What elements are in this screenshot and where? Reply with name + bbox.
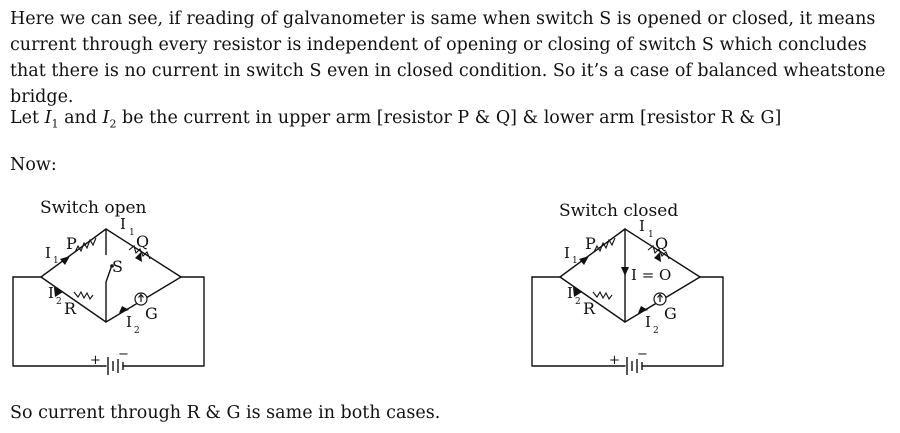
label-i1-top: I [639,217,645,235]
definition-paragraph [10,105,781,138]
let-prefix: Let [10,108,45,128]
label-i2-bottom: I [645,313,651,331]
label-q: Q [136,232,150,251]
label-r: R [64,299,77,318]
label-i2-bottom-subscript: 2 [134,326,140,336]
label-i1-left-subscript: 1 [53,256,59,266]
label-i2-left: I [567,284,573,302]
label-i1-top: I [120,215,126,233]
switch-open-circuit-diagram [8,192,228,388]
now-label: Now: [10,155,57,175]
label-i1-top-subscript: 1 [648,230,654,240]
current-i2: I [102,108,110,128]
label-q: Q [655,234,669,253]
battery-plus-label: + [609,353,620,368]
and-text: and [58,108,103,128]
label-g: G [145,304,158,323]
label-i1-top-subscript: 1 [129,228,135,238]
resistor-r-icon [593,292,612,299]
label-s: S [112,257,123,276]
battery-minus-label: − [637,347,648,362]
label-p: P [66,234,77,253]
current-i1: I [44,108,52,128]
resistor-r-icon [74,292,93,299]
let-suffix: be the current in upper arm [resistor P & Q] & lower arm [resistor R & G] [116,108,782,128]
label-i2-left: I [48,284,54,302]
label-i2-bottom: I [126,313,132,331]
label-p: P [585,234,596,253]
current-i2-subscript: 2 [109,117,117,131]
switch-closed-title: Switch closed [559,201,679,221]
circuit-wires [532,229,723,366]
label-i2-left-subscript: 2 [575,297,581,307]
circuit-wires [13,229,204,366]
current-i1-subscript: 1 [51,117,59,131]
label-i1-left: I [45,244,51,262]
label-i2-left-subscript: 2 [56,297,62,307]
conclusion-paragraph: So current through R & G is same in both cases. [10,403,441,423]
label-i1-left: I [564,244,570,262]
label-r: R [583,299,596,318]
battery-minus-label: − [118,347,129,362]
label-i2-bottom-subscript: 2 [653,326,659,336]
switch-open-title: Switch open [40,198,147,218]
battery-plus-label: + [90,353,101,368]
switch-current-label: I = O [631,266,672,284]
label-i1-left-subscript: 1 [572,256,578,266]
label-g: G [664,304,677,323]
switch-closed-circuit-diagram [527,192,747,388]
intro-paragraph: Here we can see, if reading of galvanometer is same when switch S is opened or closed, it means current through every resistor is independent of opening or closing of switch S which concludes that there is no current in switch S even in closed condition. So it’s a case of balanced wheatstone bridge. [10,9,886,107]
